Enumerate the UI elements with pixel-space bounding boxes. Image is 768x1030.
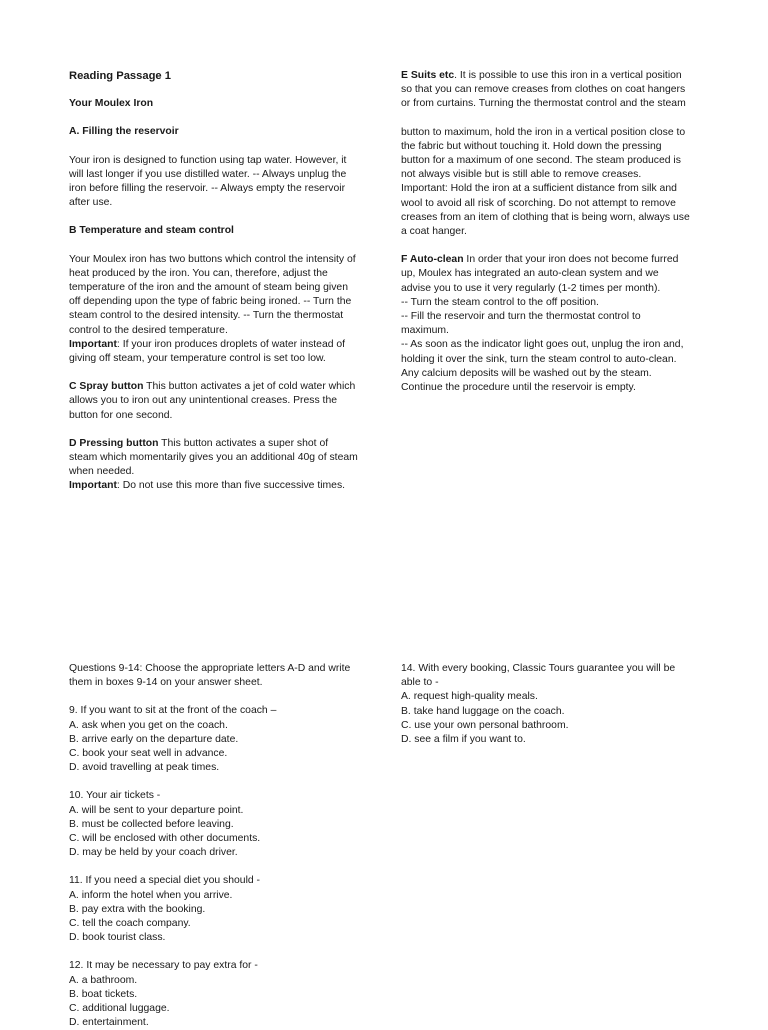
questions-intro: Questions 9-14: Choose the appropriate letters A-D and write them in boxes 9-14 on your answer sheet. xyxy=(69,663,351,689)
question-11: 11. If you need a special diet you should - A. inform the hotel when you arrive. B. pay extra with the booking. C. tell the coach company. D. book tourist class. xyxy=(69,875,261,944)
section-e-part2: button to maximum, hold the iron in a vertical position close to the fabric but without touching it. Hold down the pressing button for a maximum of one second. The steam produced is not always visible but is still able to remove creases. Important: Hold the iron at a sufficient distance from silk and wool to avoid all risk of scorching. Do not attempt to remove creases from an item of clothing that is being worn, always use a coat hanger. xyxy=(401,126,690,238)
section-e-label: E Suits etc xyxy=(401,70,455,81)
passage-heading: Reading Passage 1 xyxy=(69,70,171,82)
section-c-label: C Spray button xyxy=(69,381,144,393)
section-c xyxy=(69,380,371,423)
question-9: 9. If you want to sit at the front of the coach – A. ask when you get on the coach. B. arrive early on the departure date. C. book your seat well in advance. D. avoid travelling at peak times. xyxy=(69,705,277,774)
question-14: 14. With every booking, Classic Tours guarantee you will be able to - A. request high-quality meals. B. take hand luggage on the coach. C. use your own personal bathroom. D. see a film if you want to. xyxy=(401,663,676,746)
important-label: Important xyxy=(69,338,117,350)
section-b-body: Your Moulex iron has two buttons which control the intensity of heat produced by the iron. You can, therefore, adjust the temperature of the iron and the amount of steam being given off depending upon the type of fabric being ironed. -- Turn the steam control to the desired intensity. -- Turn the thermostat control to the desired temperature. xyxy=(69,253,356,336)
important-text: : Do not use this more than five successive times. xyxy=(116,480,346,492)
important-text: : If your iron produces droplets of water instead of giving off steam, your temperature control is set too low. xyxy=(69,338,346,365)
passage-column-right xyxy=(401,69,703,395)
passage-title: Your Moulex Iron xyxy=(69,98,154,110)
section-d xyxy=(69,437,371,480)
section-e-text-1: . It is possible to use this iron in a vertical position so that you can remove creases from clothes on coat hangers or from curtains. Turning the thermostat control and the steam xyxy=(401,70,686,110)
question-12: 12. It may be necessary to pay extra for - A. a bathroom. B. boat tickets. C. additional luggage. D. entertainment. xyxy=(69,960,258,1029)
section-f xyxy=(401,253,703,395)
section-e-part1 xyxy=(401,69,703,112)
section-b-important xyxy=(69,338,371,366)
section-d-text: This button activates a super shot of steam which momentarily gives you an additional 40g of steam when needed. xyxy=(69,437,358,478)
important-label: Important xyxy=(69,480,117,492)
question-10: 10. Your air tickets - A. will be sent to your departure point. B. must be collected before leaving. C. will be enclosed with other documents. D. may be held by your coach driver. xyxy=(69,790,261,859)
section-f-text: In order that your iron does not become furred up, Moulex has integrated an auto-clean system and we advise you to use it very regularly (1-2 times per month). -- Turn the steam control to the off position. -- Fill the reservoir and turn the thermostat control to maximum. -- As soon as the indicator light goes out, unplug the iron and, holding it over the sink, turn the steam control to auto-clean. Any calcium deposits will be washed out by the steam. Continue the procedure until the reservoir is empty. xyxy=(401,254,684,394)
passage-column-left xyxy=(69,69,371,494)
questions-column-left xyxy=(69,662,371,1030)
section-f-label: F Auto-clean xyxy=(401,254,464,266)
section-b-heading: B Temperature and steam control xyxy=(69,225,234,237)
questions-column-right xyxy=(401,662,703,747)
section-a-body: Your iron is designed to function using tap water. However, it will last longer if you use distilled water. -- Always unplug the iron before filling the reservoir. -- Always empty the reservoir after use. xyxy=(69,154,347,209)
section-d-important xyxy=(69,479,371,493)
section-c-text: This button activates a jet of cold water which allows you to iron out any unintentional creases. Press the button for one second. xyxy=(69,381,356,421)
section-a-heading: A. Filling the reservoir xyxy=(69,126,179,138)
section-d-label: D Pressing button xyxy=(69,437,159,449)
